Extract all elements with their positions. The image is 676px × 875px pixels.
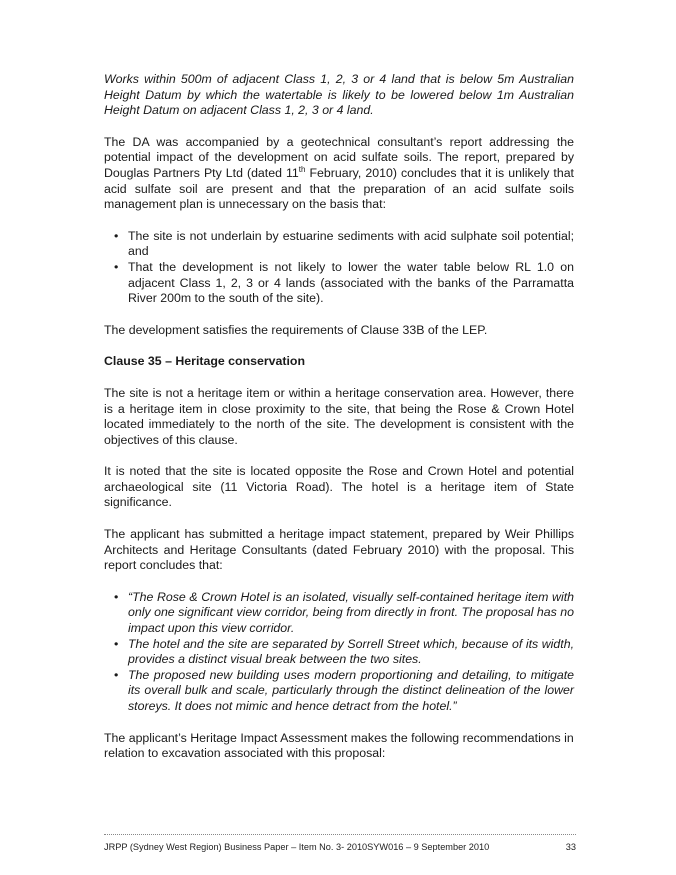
bullet-item: • The hotel and the site are separated by Sorrell Street which, because of its width, provides a distinct visual break between the two sites.	[104, 637, 574, 668]
intro-italic-paragraph: Works within 500m of adjacent Class 1, 2, 3 or 4 land that is below 5m Australian Height Datum by which the watertable is likely to be lowered below 1m Australian Height Datum on adjacent Class 1, 2, 3 or 4 land.	[104, 72, 574, 118]
footer-text: JRPP (Sydney West Region) Business Paper – Item No. 3- 2010SYW016 – 9 September 2010	[104, 842, 490, 852]
noted-opposite-paragraph: It is noted that the site is located opposite the Rose and Crown Hotel and potential archaeological site (11 Victoria Road). The hotel is a heritage item of State significance.	[104, 464, 574, 510]
bullet-item: • “The Rose & Crown Hotel is an isolated, visually self-contained heritage item with only one significant view corridor, being from directly in front. The proposal has no impact upon this view corridor.	[104, 590, 574, 637]
bullet-item: • The proposed new building uses modern proportioning and detailing, to mitigate its overall bulk and scale, particularly through the distinct delineation of the lower storeys. It does not mimic and hence detract from the hotel.”	[104, 668, 574, 715]
heritage-item-paragraph: The site is not a heritage item or within a heritage conservation area. However, there is a heritage item in close proximity to the site, that being the Rose & Crown Hotel located immediately to the north of the site. The development is consistent with the objectives of this clause.	[104, 385, 574, 447]
da-geotechnical-paragraph	[104, 135, 574, 213]
acid-sulfate-bullet-list	[104, 229, 574, 307]
date-ordinal-superscript: th	[298, 164, 306, 174]
da-paragraph-text-start: The DA was accompanied by a geotechnical consultant’s report addressing the potential impact of the development on acid sulfate soils. The report, prepared by Douglas Partners Pty Ltd (dated 11	[104, 134, 574, 180]
da-paragraph-text-end: February, 2010) concludes that it is unlikely that acid sulfate soil are present and that the preparation of an acid sulfate soils management plan is unnecessary on the basis that:	[104, 165, 574, 212]
satisfies-clause-paragraph: The development satisfies the requirements of Clause 33B of the LEP.	[104, 322, 488, 337]
page-footer	[104, 834, 576, 852]
bullet-item: • The site is not underlain by estuarine sediments with acid sulphate soil potential; and	[104, 229, 574, 260]
page-content	[104, 72, 574, 778]
bullet-item: • That the development is not likely to lower the water table below RL 1.0 on adjacent Class 1, 2, 3 or 4 lands (associated with the banks of the Parramatta River 200m to the south of the site).	[104, 260, 574, 307]
applicant-statement-paragraph: The applicant has submitted a heritage impact statement, prepared by Weir Phillips Architects and Heritage Consultants (dated February 2010) with the proposal. This report concludes that:	[104, 527, 574, 573]
heritage-conclusions-bullet-list	[104, 590, 574, 715]
clause-35-heading: Clause 35 – Heritage conservation	[104, 354, 306, 369]
recommendations-paragraph: The applicant’s Heritage Impact Assessment makes the following recommendations in relation to excavation associated with this proposal:	[104, 730, 574, 761]
page-number: 33	[565, 842, 576, 852]
